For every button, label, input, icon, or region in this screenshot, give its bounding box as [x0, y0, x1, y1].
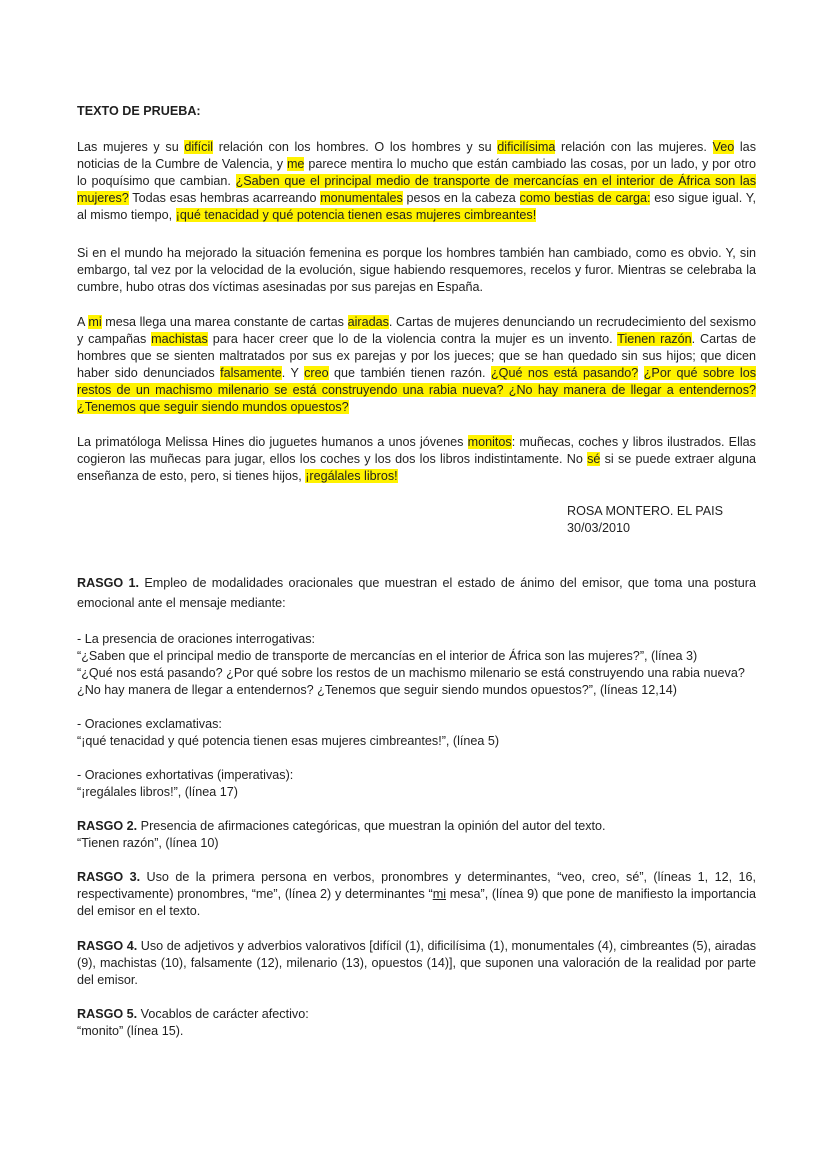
rasgo-1-text: Empleo de modalidades oracionales que muestran el estado de ánimo del emisor, que toma una postura emocional ante el mensaje mediante: [77, 576, 757, 610]
exhortativas-heading: - Oraciones exhortativas (imperativas): [77, 768, 294, 782]
rasgo-3-text-b: mesa”, (línea 9) que pone de manifiesto la importancia del emisor en el texto. [77, 887, 756, 918]
rasgo-4 [77, 938, 756, 989]
text-run: A [77, 315, 89, 329]
rasgo-3-underlined: mi [432, 887, 446, 901]
highlighted-text: ¿Qué nos está pasando? [490, 366, 639, 380]
signature-date: 30/03/2010 [567, 521, 631, 535]
text-run: parece mentira lo mucho que están cambiado las cosas, por un lado, y por otro lo poquísimo que cambian. [77, 157, 756, 188]
rasgo-3-text-a: Uso de la primera persona en verbos, pronombres y determinantes, “veo, creo, sé”, (líneas 1, 12, 16, respectivamente) pronombres, “me”, (línea 2) y determinantes “ [77, 870, 756, 901]
rasgo-2-quote: “Tienen razón”, (línea 10) [77, 836, 219, 850]
text-run [638, 366, 643, 380]
highlighted-text: creo [304, 366, 329, 380]
highlighted-text: ¿Saben que el principal medio de transporte de mercancías en el interior de África son las mujeres? [77, 174, 757, 205]
highlighted-text: como bestias de carga: [519, 191, 651, 205]
text-run: La primatóloga Melissa Hines dio juguetes humanos a unos jóvenes [77, 435, 468, 449]
rasgo-4-text: Uso de adjetivos y adverbios valorativos [difícil (1), dificilísima (1), monumentales (4), cimbreantes (5), airadas (9), machistas (10), falsamente (12), milenario (13), opuestos (14)], que suponen una valoración de la realidad por parte del emisor. [77, 939, 756, 987]
highlighted-text: Veo [712, 140, 735, 154]
rasgo-5-label: RASGO 5. [77, 1007, 138, 1021]
text-run: : muñecas, coches y libros ilustrados. Ellas cogieron las muñecas para jugar, ellos los coches y los dos los libros indistintamente. No [77, 435, 756, 466]
text-run: pesos en la cabeza [402, 191, 520, 205]
paragraph-4 [77, 434, 756, 485]
text-run: eso sigue igual. Y, al mismo tiempo, [77, 191, 756, 222]
rasgo-3 [77, 869, 756, 920]
rasgo-5 [77, 1006, 756, 1023]
paragraph-3 [77, 314, 756, 416]
highlighted-text: ¿Por qué sobre los restos de un machismo milenario se está construyendo una rabia nueva? ¿No hay manera de llegar a entendernos? ¿Tenemos que seguir siendo mundos opuestos? [77, 366, 756, 414]
interrogativa-quote-1: “¿Saben que el principal medio de transporte de mercancías en el interior de África son las mujeres?”, (línea 3) [77, 649, 698, 663]
rasgo-3-label: RASGO 3. [77, 870, 141, 884]
highlighted-text: monitos [467, 435, 512, 449]
text-run: que también tienen razón. [328, 366, 491, 380]
highlighted-text: ¡regálales libros! [305, 469, 398, 483]
text-run: . Cartas de hombres que se sienten maltratados por sus ex parejas y por los jueces; que se han quedado sin sus hijos; que dicen haber sido denunciados [77, 332, 756, 380]
text-run: relación con los hombres. O los hombres y su [213, 140, 498, 154]
rasgo-2-text: Presencia de afirmaciones categóricas, que muestran la opinión del autor del texto. [137, 819, 606, 833]
rasgo-1-label: RASGO 1. [77, 576, 140, 590]
rasgo-4-label: RASGO 4. [77, 939, 138, 953]
text-run: para hacer creer que lo de la violencia contra la mujer es un invento. [207, 332, 618, 346]
highlighted-text: sé [587, 452, 601, 466]
rasgo-2-label: RASGO 2. [77, 819, 138, 833]
highlighted-text: me [286, 157, 305, 171]
text-run: Si en el mundo ha mejorado la situación femenina es porque los hombres también han cambiado, como es obvio. Y, sin embargo, tal vez por la velocidad de la evolución, sigue habiendo resquemores, recelos y furor. Mientras se celebraba la cumbre, hubo otras dos víctimas asesinadas por sus parejas en España. [77, 246, 756, 294]
exhortativa-quote: “¡regálales libros!”, (línea 17) [77, 785, 238, 799]
text-run: Todas esas hembras acarreando [128, 191, 321, 205]
paragraph-2 [77, 245, 756, 296]
text-run: si se puede extraer alguna enseñanza de esto, pero, si tienes hijos, [77, 452, 756, 483]
exclamativa-quote: “¡qué tenacidad y qué potencia tienen esas mujeres cimbreantes!”, (línea 5) [77, 734, 500, 748]
exclamativas-heading: - Oraciones exclamativas: [77, 717, 222, 731]
rasgo-5-quote: “monito” (línea 15). [77, 1024, 184, 1038]
highlighted-text: Tienen razón [617, 332, 692, 346]
interrogativas-heading: - La presencia de oraciones interrogativas: [77, 632, 316, 646]
rasgo-5-text: Vocablos de carácter afectivo: [137, 1007, 309, 1021]
text-run: las noticias de la Cumbre de Valencia, y [77, 140, 756, 171]
rasgo-2 [77, 818, 756, 835]
rasgo-1 [77, 573, 756, 613]
interrogativa-quote-2: “¿Qué nos está pasando? ¿Por qué sobre los restos de un machismo milenario se está construyendo una rabia nueva? [77, 666, 745, 680]
highlighted-text: falsamente [220, 366, 282, 380]
text-run: Las mujeres y su [77, 140, 185, 154]
highlighted-text: monumentales [320, 191, 403, 205]
text-run: relación con las mujeres. [555, 140, 713, 154]
text-run: . Y [281, 366, 305, 380]
document-title: TEXTO DE PRUEBA: [77, 104, 201, 118]
signature-author: ROSA MONTERO. EL PAIS [567, 504, 724, 518]
highlighted-text: difícil [184, 140, 214, 154]
highlighted-text: airadas [347, 315, 389, 329]
highlighted-text: machistas [151, 332, 208, 346]
highlighted-text: ¡qué tenacidad y qué potencia tienen esas mujeres cimbreantes! [175, 208, 537, 222]
interrogativa-quote-3: ¿No hay manera de llegar a entendernos? ¿Tenemos que seguir siendo mundos opuestos?”, (líneas 12,14) [77, 683, 677, 697]
paragraph-1 [77, 139, 756, 224]
highlighted-text: mi [88, 315, 102, 329]
text-run: . Cartas de mujeres denunciando un recrudecimiento del sexismo y campañas [77, 315, 756, 346]
text-run: mesa llega una marea constante de cartas [101, 315, 348, 329]
highlighted-text: dificilísima [497, 140, 556, 154]
